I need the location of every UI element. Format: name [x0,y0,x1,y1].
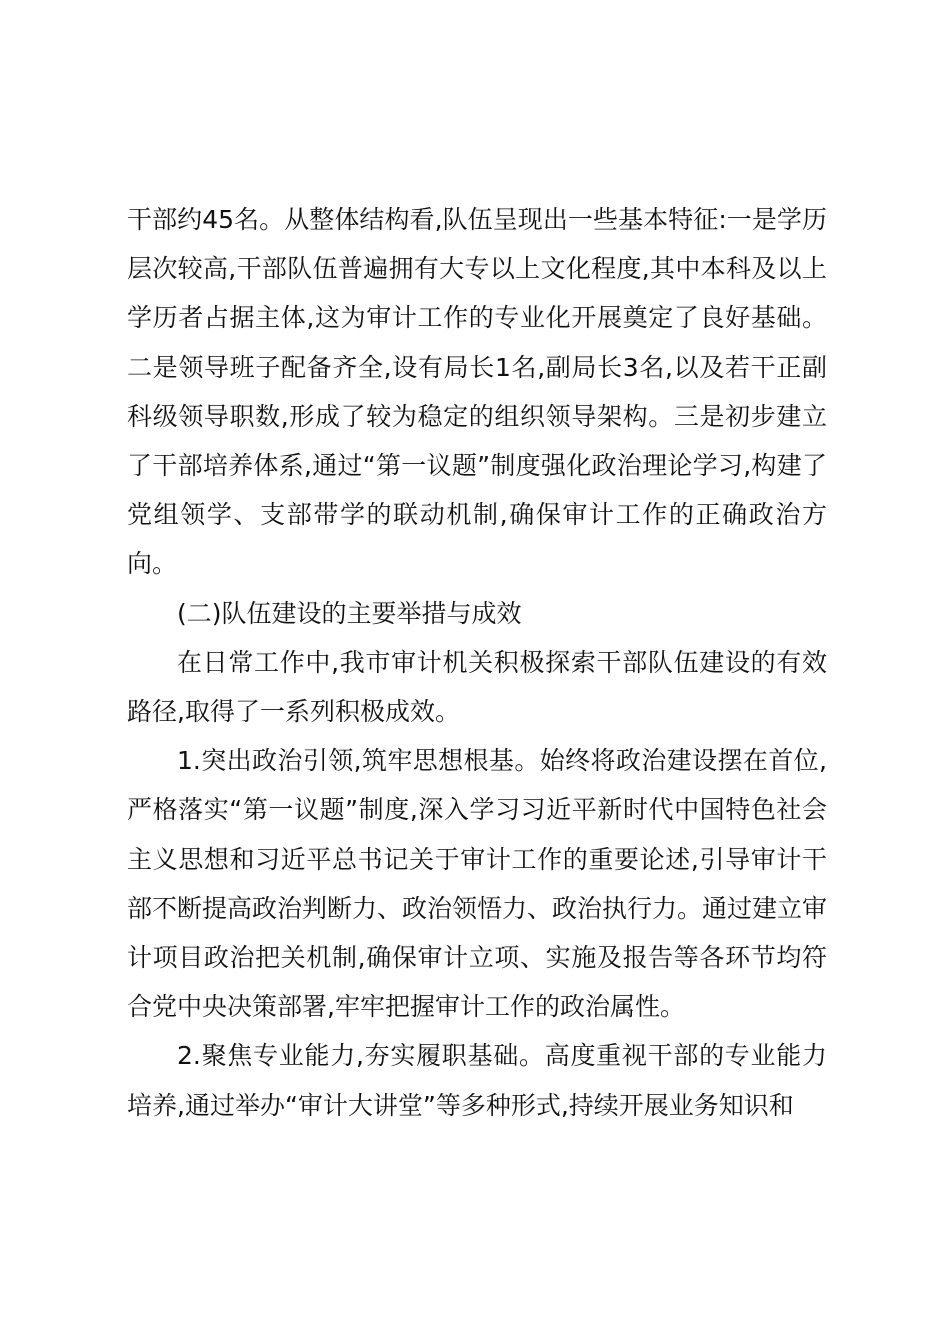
paragraph-professional-ability: 2.聚焦专业能力,夯实履职基础。高度重视干部的专业能力培养,通过举办“审计大讲堂”等多种形式,持续开展业务知识和 [127,1041,827,1120]
paragraph-intro-achievements: 在日常工作中,我市审计机关积极探索干部队伍建设的有效路径,取得了一系列积极成效。 [127,647,827,727]
section-heading-measures: (二)队伍建设的主要举措与成效 [177,598,522,628]
paragraph-team-structure: 干部约45名。从整体结构看,队伍呈现出一些基本特征:一是学历层次较高,干部队伍普遍拥有大专以上文化程度,其中本科及以上学历者占据主体,这为审计工作的专业化开展奠定了良好基础。二是领导班子配备齐全,设有局长1名,副局长3名,以及若干正副科级领导职数,形成了较为稳定的组织领导架构。三是初步建立了干部培养体系,通过“第一议题”制度强化政治理论学习,构建了党组领学、支部带学的联动机制,确保审计工作的正确政治方向。 [127,205,827,579]
paragraph-political-guidance: 1.突出政治引领,筑牢思想根基。始终将政治建设摆在首位,严格落实“第一议题”制度,深入学习习近平新时代中国特色社会主义思想和习近平总书记关于审计工作的重要论述,引导审计干部不断提高政治判断力、政治领悟力、政治执行力。通过建立审计项目政治把关机制,确保审计立项、实施及报告等各环节均符合党中央决策部署,牢牢把握审计工作的政治属性。 [127,746,828,1022]
body-text [127,195,827,1130]
